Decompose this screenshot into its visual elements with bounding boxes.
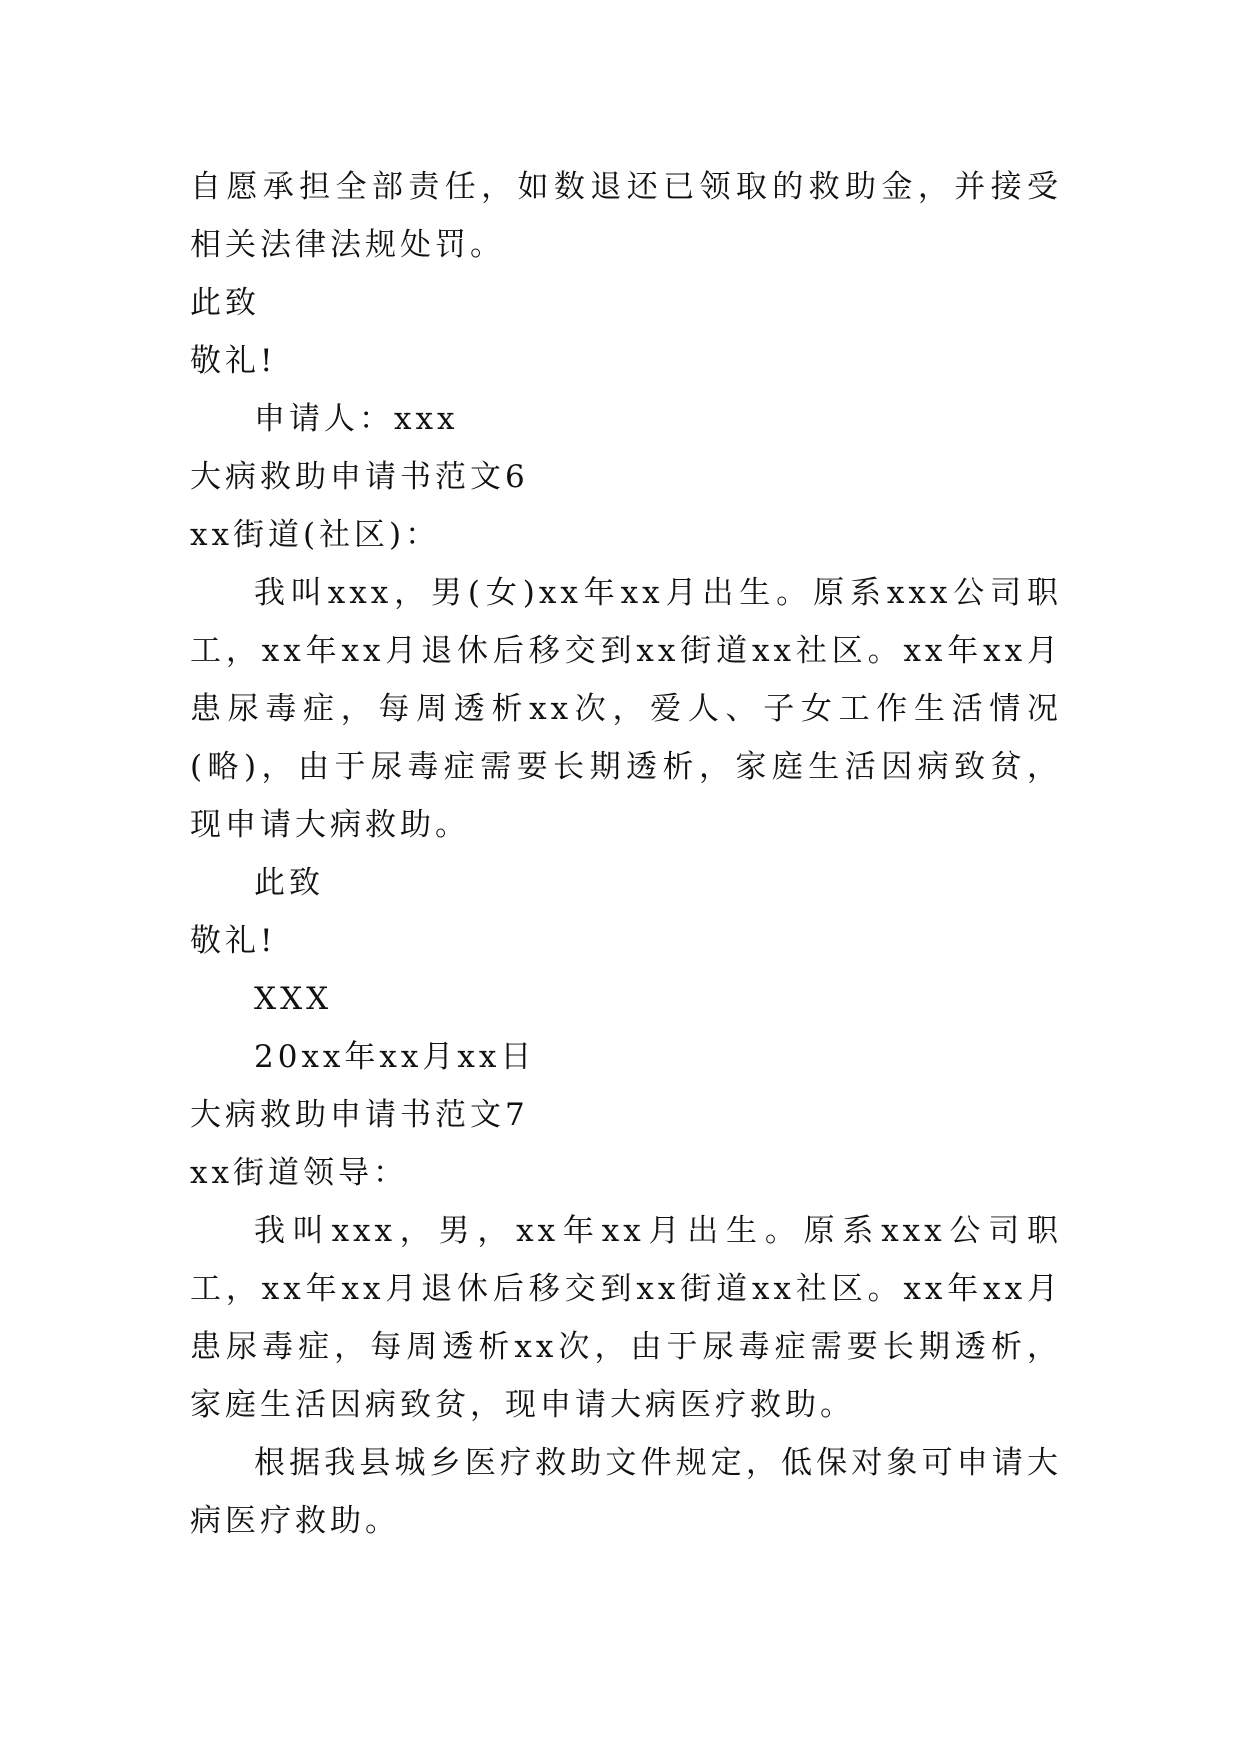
paragraph-responsibility: 自愿承担全部责任，如数退还已领取的救助金，并接受相关法律法规处罚。 (190, 169, 1062, 263)
closing-respect-6: 敬礼! (190, 923, 277, 959)
closing-salutation: 此致 (190, 285, 260, 321)
signature-name-6: XXX (254, 981, 333, 1017)
recipient-line-6: xx街道(社区)： (190, 517, 441, 553)
recipient-line-7: xx街道领导： (190, 1155, 408, 1191)
section-heading-6: 大病救助申请书范文6 (190, 459, 529, 495)
document-body (190, 158, 1062, 1550)
paragraph-application-7: 我叫xxx，男，xx年xx月出生。原系xxx公司职工，xx年xx月退休后移交到xx街道xx社区。xx年xx月患尿毒症，每周透析xx次，由于尿毒症需要长期透析，家庭生活因病致贫，现申请大病医疗救助。 (190, 1213, 1062, 1423)
section-heading-7: 大病救助申请书范文7 (190, 1097, 529, 1133)
paragraph-policy-7: 根据我县城乡医疗救助文件规定，低保对象可申请大病医疗救助。 (190, 1445, 1062, 1539)
closing-respect: 敬礼! (190, 343, 277, 379)
paragraph-application-6: 我叫xxx，男(女)xx年xx月出生。原系xxx公司职工，xx年xx月退休后移交到xx街道xx社区。xx年xx月患尿毒症，每周透析xx次，爱人、子女工作生活情况(略)，由于尿毒症需要长期透析，家庭生活因病致贫，现申请大病救助。 (190, 575, 1062, 843)
applicant-signature: 申请人：xxx (254, 401, 459, 437)
closing-salutation-6: 此致 (254, 865, 324, 901)
signature-date-6: 20xx年xx月xx日 (254, 1039, 536, 1075)
